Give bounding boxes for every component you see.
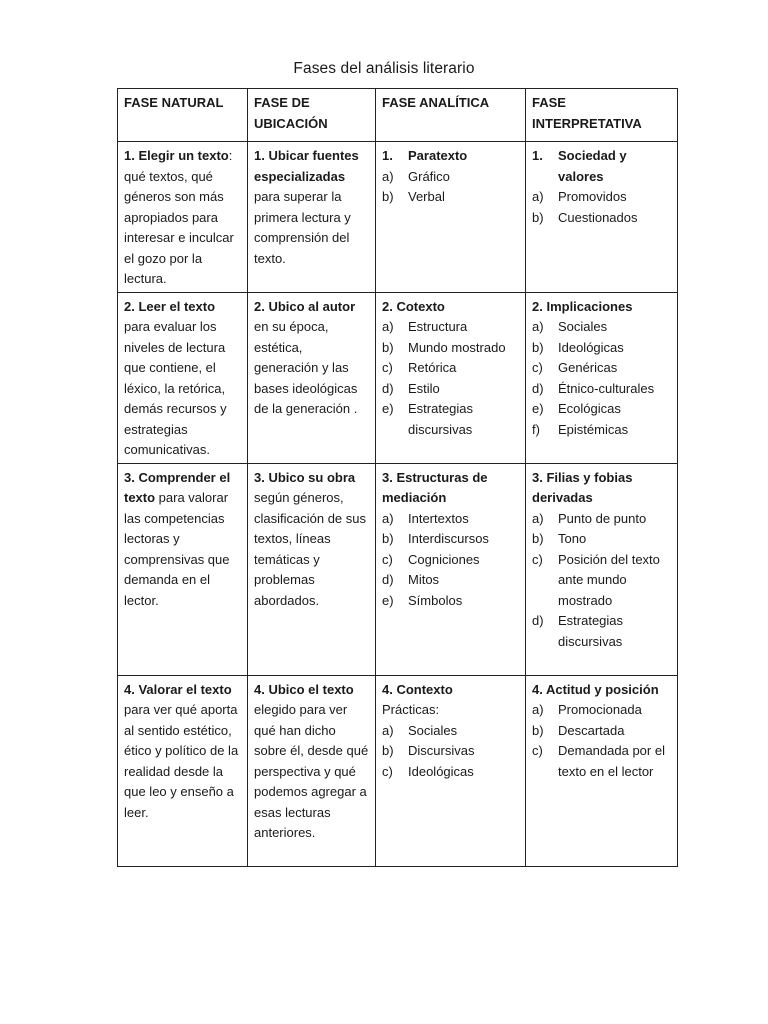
list-item [382,358,520,379]
item-text: Estrategias discursivas [558,613,624,649]
step-description: para superar la primera lectura y comprensión del texto. [254,189,351,266]
list-item [532,420,672,441]
item-text: Posición del texto ante mundo mostrado [558,551,660,608]
item-marker: b) [382,189,394,204]
heading-text: Sociedad y valores [558,148,627,184]
item-text: Mitos [408,572,440,587]
step-title: 2. Leer el texto [124,298,216,314]
list-item [382,529,520,550]
item-marker: c) [532,360,543,375]
item-list [532,317,672,440]
cell-fase-ubicacion [248,463,376,675]
table-row [118,463,678,675]
item-marker: b) [532,722,544,738]
header-fase-interpretativa: FASE INTERPRETATIVA [526,89,678,142]
item-text: Cogniciones [408,551,480,567]
item-marker: a) [382,722,394,738]
cell-fase-ubicacion [248,675,376,866]
item-text: Intertextos [408,510,469,526]
cell-fase-interpretativa [526,463,678,675]
item-list [382,509,520,612]
item-text: Verbal [408,189,445,204]
list-item [532,208,672,229]
list-item [382,187,520,208]
item-marker: a) [382,319,394,334]
list-item [382,317,520,338]
item-text: Descartada [558,722,625,738]
table-row [118,142,678,293]
document-title: Fases del análisis literario [293,60,475,77]
section-heading: 4. Actitud y posición [532,681,659,697]
item-marker: a) [532,189,544,204]
section-heading [382,146,520,167]
item-text: Ideológicas [408,763,474,779]
step-description: : qué textos, qué géneros son más apropiados para interesar e inculcar el gozo por la lectura. [124,148,234,286]
item-list [382,317,520,440]
list-item [532,187,672,208]
step-title: 3. Ubico su obra [254,469,356,485]
list-item [532,317,672,338]
item-marker: b) [382,339,394,355]
section-heading: 2. Cotexto [382,298,445,314]
step-description: según géneros, clasificación de sus textos, líneas temáticas y problemas abordados. [254,490,366,608]
step-description: para ver qué aporta al sentido estético, ético y político de la realidad desde la que leo y enseño a leer. [124,702,239,820]
list-item [382,379,520,400]
item-marker: a) [532,510,544,526]
item-text: Mundo mostrado [408,339,506,355]
item-marker: e) [382,592,394,608]
item-marker: c) [382,360,393,375]
section-heading: 2. Implicaciones [532,298,633,314]
item-text: Interdiscursos [408,531,489,546]
list-item [382,167,520,188]
cell-fase-interpretativa [526,675,678,866]
list-item [382,338,520,359]
list-item [532,611,672,652]
list-item [382,721,520,742]
list-item [532,529,672,550]
item-list [532,509,672,653]
list-item [532,358,672,379]
list-item [532,399,672,420]
list-item [382,741,520,762]
list-item [382,399,520,440]
table-row [118,292,678,463]
item-marker: b) [382,743,394,758]
list-item [532,509,672,530]
table-row [118,675,678,866]
item-list [382,721,520,783]
item-marker: b) [532,209,544,225]
item-text: Retórica [408,360,457,375]
cell-fase-ubicacion [248,142,376,293]
list-item [382,509,520,530]
cell-fase-interpretativa [526,292,678,463]
step-description: en su época, estética, generación y las bases ideológicas de la generación . [254,319,358,416]
phases-table [117,88,678,867]
cell-fase-analitica [376,463,526,675]
header-fase-natural: FASE NATURAL [118,89,248,142]
list-item [532,550,672,612]
list-item [382,570,520,591]
list-item [532,338,672,359]
step-title: 4. Valorar el texto [124,681,232,697]
cell-fase-natural [118,292,248,463]
header-fase-ubicacion: FASE DE UBICACIÓN [248,89,376,142]
item-text: Punto de punto [558,510,647,526]
item-marker: d) [532,380,544,396]
header-fase-analitica: FASE ANALÍTICA [376,89,526,142]
section-subheading: Prácticas: [382,702,440,717]
step-description: elegido para ver qué han dicho sobre él, desde qué perspectiva y qué podemos agregar a esas lecturas anteriores. [254,702,369,840]
item-list [382,167,520,208]
item-text: Cuestionados [558,209,638,225]
list-item [382,591,520,612]
step-title: 4. Ubico el texto [254,681,354,697]
item-text: Ideológicas [558,339,624,355]
item-marker: b) [532,531,544,546]
item-text: Gráfico [408,168,450,184]
item-marker: a) [532,702,544,717]
cell-fase-analitica [376,292,526,463]
item-text: Discursivas [408,743,475,758]
item-marker: b) [532,339,544,355]
item-text: Genéricas [558,360,618,375]
item-marker: a) [382,510,394,526]
section-heading: 3. Estructuras de mediación [382,469,488,505]
item-marker: f) [532,421,540,437]
item-list [532,187,672,228]
table-header-row [118,89,678,142]
item-marker: e) [532,401,544,416]
step-description: para valorar las competencias lectoras y comprensivas que demanda en el lector. [124,490,230,608]
item-marker: c) [532,743,543,758]
heading-text: Paratexto [408,148,468,163]
item-list [532,700,672,782]
item-text: Promocionada [558,702,642,717]
heading-marker: 1. [532,148,543,163]
item-text: Ecológicas [558,401,621,416]
cell-fase-interpretativa [526,142,678,293]
item-marker: e) [382,401,394,416]
cell-fase-natural [118,463,248,675]
item-text: Étnico-culturales [558,380,655,396]
item-text: Símbolos [408,592,463,608]
item-text: Demandada por el texto en el lector [558,743,665,779]
list-item [532,721,672,742]
step-title: 1. Elegir un texto [124,148,229,163]
item-marker: d) [532,613,544,628]
item-text: Estructura [408,319,468,334]
cell-fase-natural [118,142,248,293]
section-heading: 4. Contexto [382,681,453,697]
item-marker: c) [382,551,393,567]
item-text: Estrategias discursivas [408,401,474,437]
cell-fase-analitica [376,675,526,866]
section-heading: 3. Filias y fobias derivadas [532,469,633,505]
list-item [382,762,520,783]
heading-marker: 1. [382,148,393,163]
item-text: Tono [558,531,587,546]
list-item [382,550,520,571]
item-marker: c) [532,551,543,567]
step-description: para evaluar los niveles de lectura que contiene, el léxico, la retórica, demás recursos y estrategias comunicativas. [124,319,227,457]
item-text: Promovidos [558,189,627,204]
list-item [532,741,672,782]
step-title: 1. Ubicar fuentes especializadas [254,148,359,184]
step-title: 2. Ubico al autor [254,298,356,314]
item-marker: d) [382,380,394,396]
cell-fase-natural [118,675,248,866]
cell-fase-analitica [376,142,526,293]
item-text: Sociales [408,722,458,738]
item-marker: b) [382,531,394,546]
item-marker: a) [532,319,544,334]
item-marker: a) [382,168,394,184]
item-marker: d) [382,572,394,587]
step-title: 3. Comprender el texto [124,469,231,505]
section-heading [532,146,672,187]
list-item [532,700,672,721]
item-text: Estilo [408,380,440,396]
item-marker: c) [382,763,393,779]
item-text: Epistémicas [558,421,629,437]
item-text: Sociales [558,319,608,334]
list-item [532,379,672,400]
cell-fase-ubicacion [248,292,376,463]
